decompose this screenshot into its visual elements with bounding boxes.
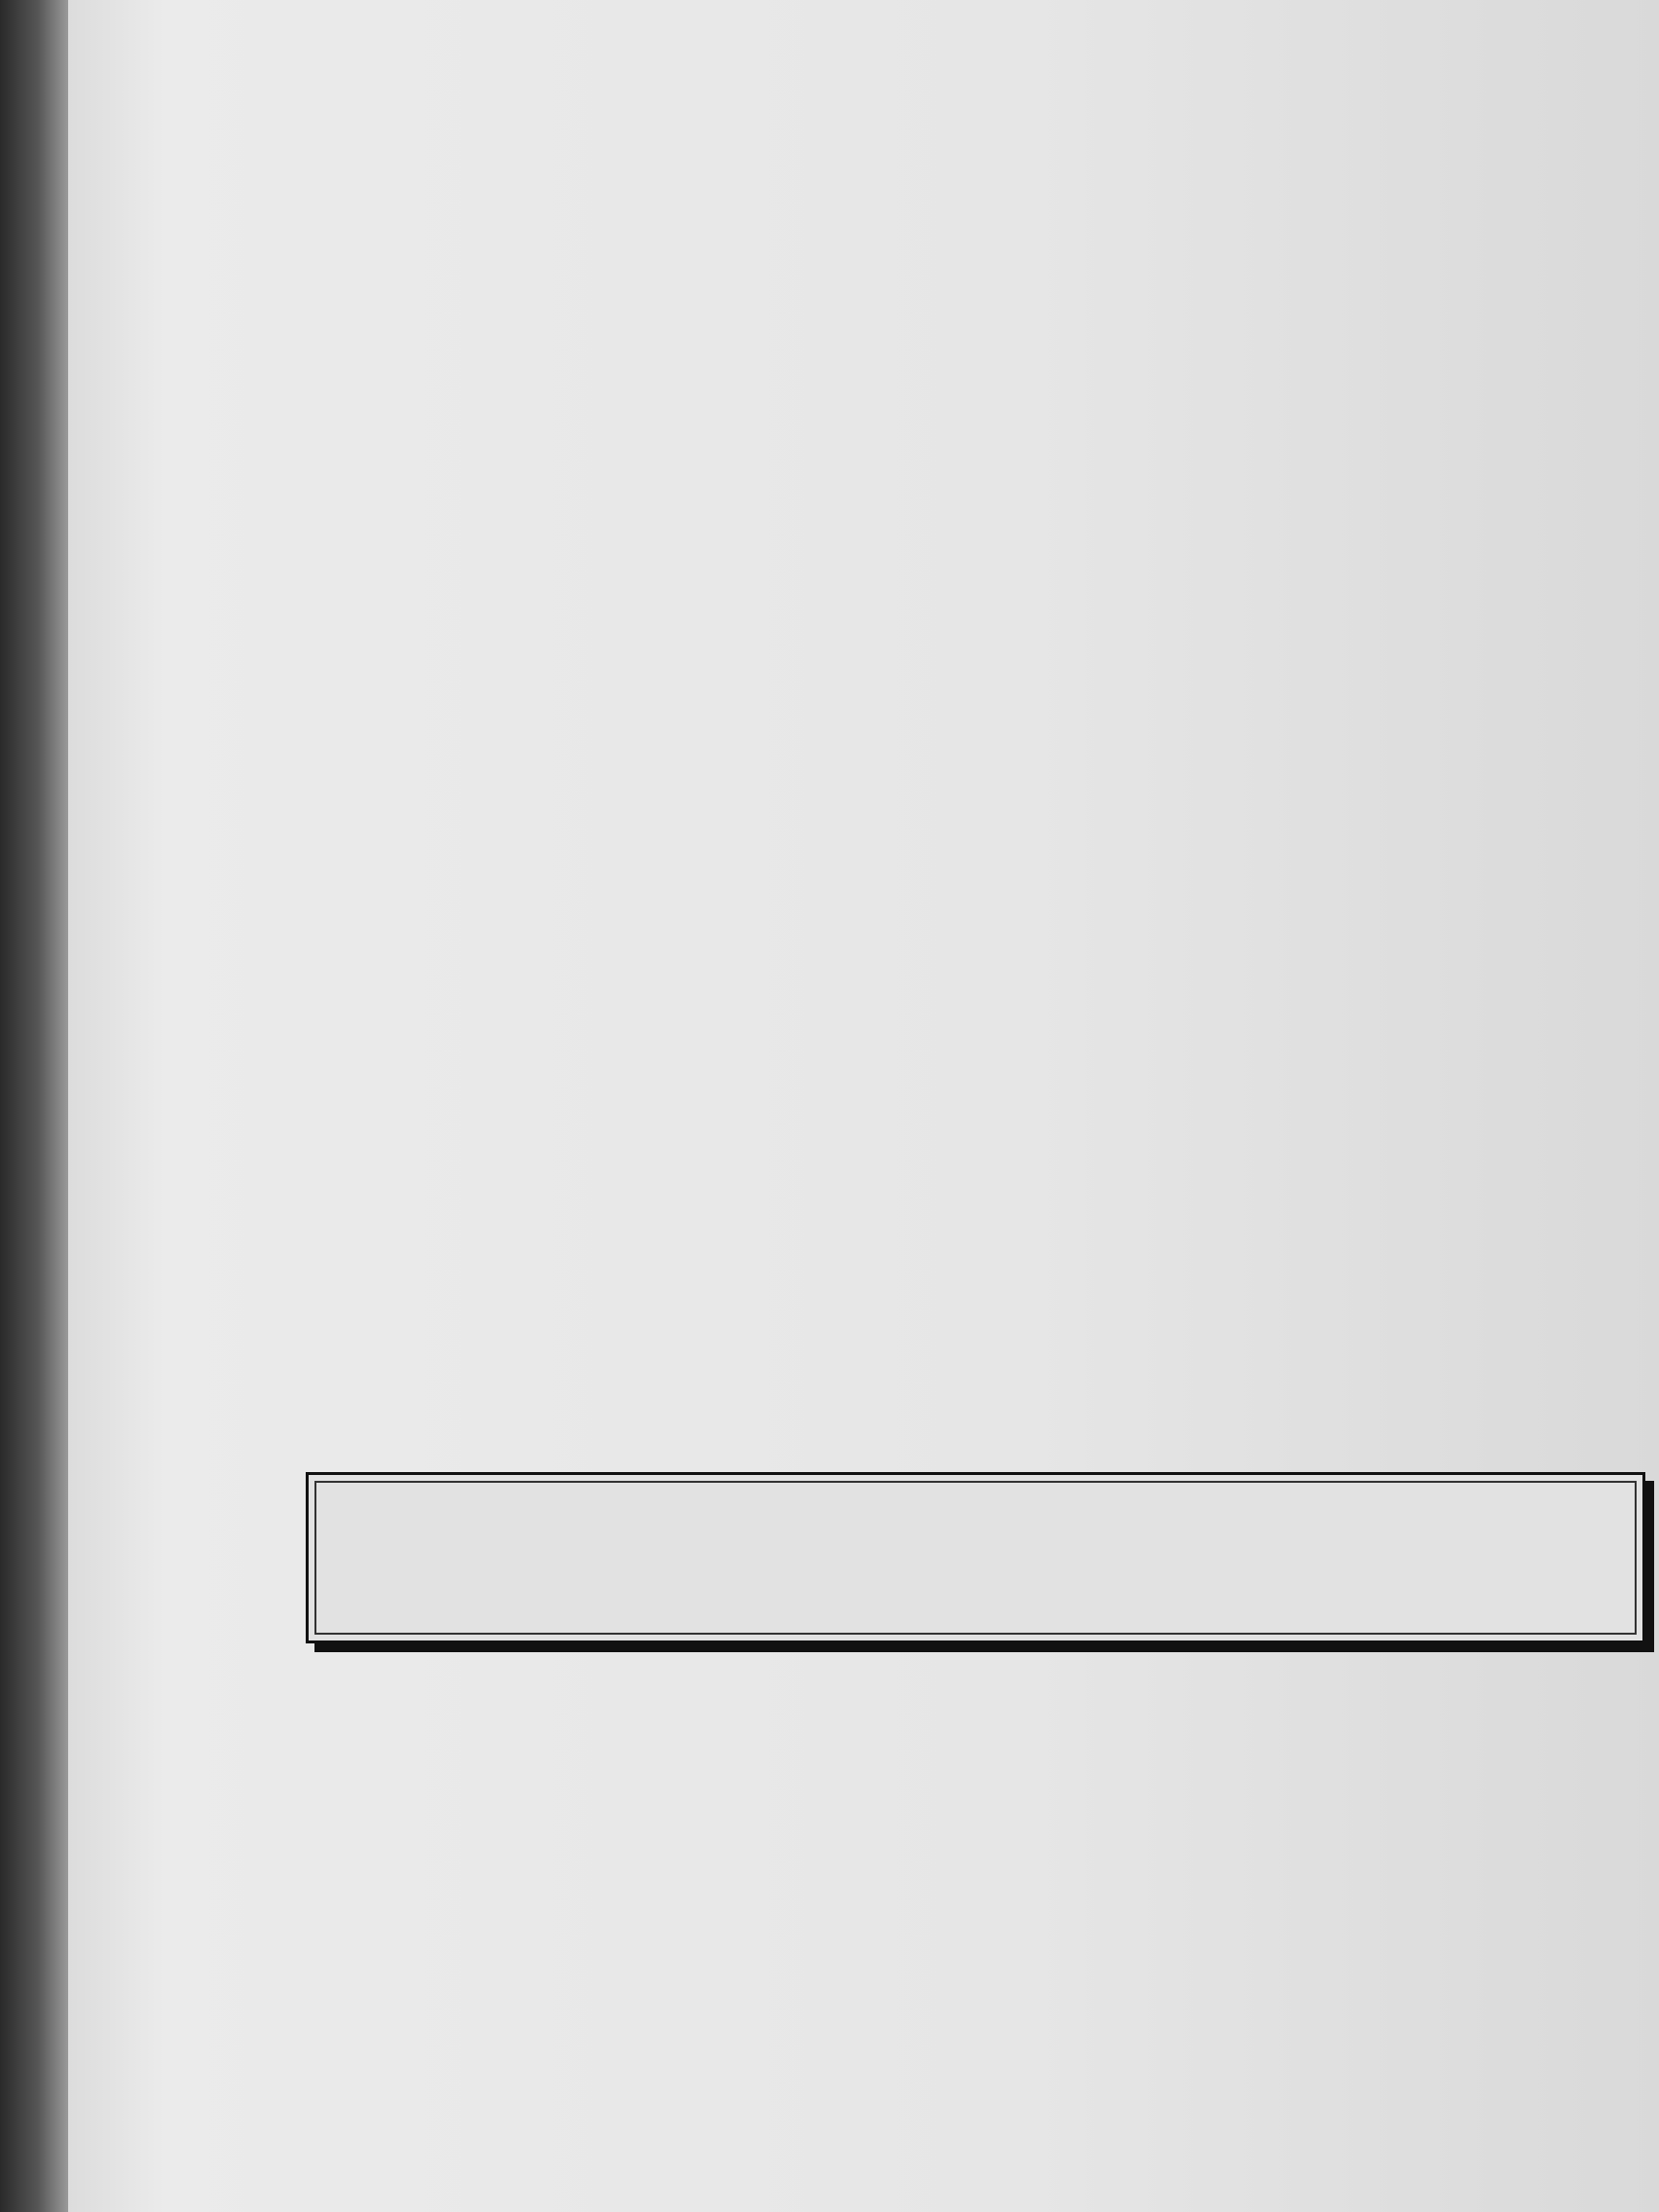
book-spine-shadow xyxy=(0,0,68,2212)
section-heading-box xyxy=(306,1472,1645,1643)
bleed-through-text xyxy=(1451,0,1659,2212)
book-page xyxy=(68,0,1659,2212)
